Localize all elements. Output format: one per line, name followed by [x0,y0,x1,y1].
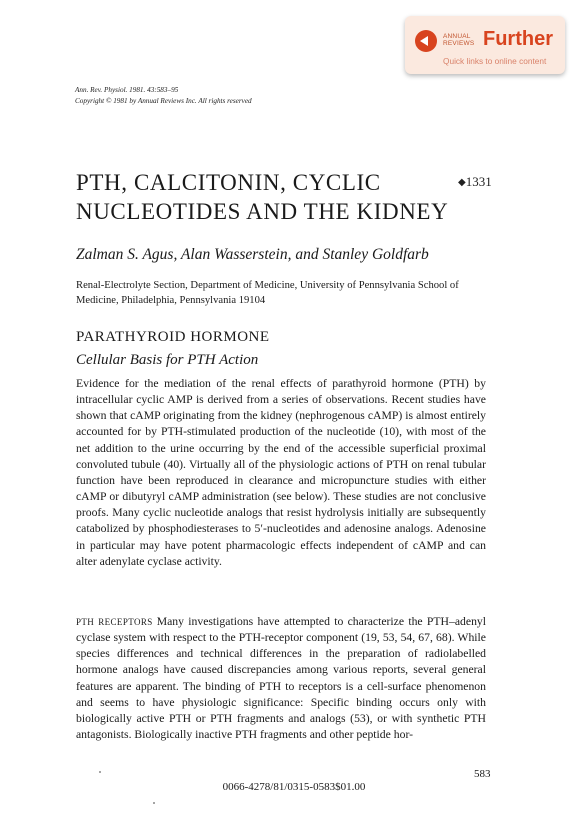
runin-heading: PTH RECEPTORS [76,617,153,627]
badge-further-label: Further [483,28,553,50]
diamond-icon: ◆ [458,177,466,188]
affiliation: Renal-Electrolyte Section, Department of Medicine, University of Pennsylvania School of Medicine, Philadelphia, Pennsylvania 19104 [76,280,459,306]
scan-speck [99,771,101,773]
citation-line-journal: Ann. Rev. Physiol. 1981. 43:583–95 [75,86,179,94]
footer-code: 0066-4278/81/0315-0583$01.00 [222,781,366,793]
play-left-icon [415,30,437,52]
article-code-number: 1331 [465,174,492,189]
page-number: 583 [474,768,491,780]
scan-speck [153,802,155,804]
badge-subtitle: Quick links to online content [443,56,547,66]
body-paragraph-2-text: Many investigations have attempted to characterize the PTH–adenyl cyclase system with respect to the PTH-receptor component (19, 53, 54, 67, 68). While species differences and technical differences in the preparation of radiolabelled hormone analogs have caused discrepancies among various reports, several general features are apparent. The binding of PTH to receptors is a cell-surface phenomenon and seems to have physiologic significance: Specific binding occurs only with biologically active PTH or PTH fragments and analogs (53), or with synthetic PTH antagonists. Biologically inactive PTH fragments and other peptide hor- [76,615,486,742]
body-paragraph-2 [76,614,486,743]
authors: Zalman S. Agus, Alan Wasserstein, and Stanley Goldfarb [76,246,429,263]
badge-annual-reviews-label: ANNUAL REVIEWS [443,33,475,47]
article-title: PTH, CALCITONIN, CYCLIC NUCLEOTIDES AND THE KIDNEY [76,170,449,224]
body-paragraph-1: Evidence for the mediation of the renal effects of parathyroid hormone (PTH) by intracellular cyclic AMP is derived from a series of observations. Recent studies have shown that cAMP originating from the kidney (nephrogenous cAMP) is almost entirely accounted for by PTH-stimulated production of the nucleotide (10), with most of the net addition to the urine occurring by the end of the accessible superficial proximal convoluted tubule (40). Virtually all of the physiologic actions of PTH on renal tubular function have been reproduced in clearance and micropuncture studies with either cAMP or dibutyryl cAMP administration (see below). These studies are not conclusive proofs. Many cyclic nucleotide analogs that resist hydrolysis initially are subsequently catabolized by phosphodiesterases to 5′-nucleotides and adenosine analogs. Adenosine in particular may have potent pharmacologic effects independent of cAMP and can alter adenylate cyclase activity. [76,377,486,568]
section-subheading: Cellular Basis for PTH Action [76,352,259,368]
section-heading: PARATHYROID HORMONE [76,329,270,345]
further-badge[interactable] [405,16,565,74]
citation-line-copyright: Copyright © 1981 by Annual Reviews Inc. All rights reserved [75,97,252,105]
article-code [458,174,492,190]
